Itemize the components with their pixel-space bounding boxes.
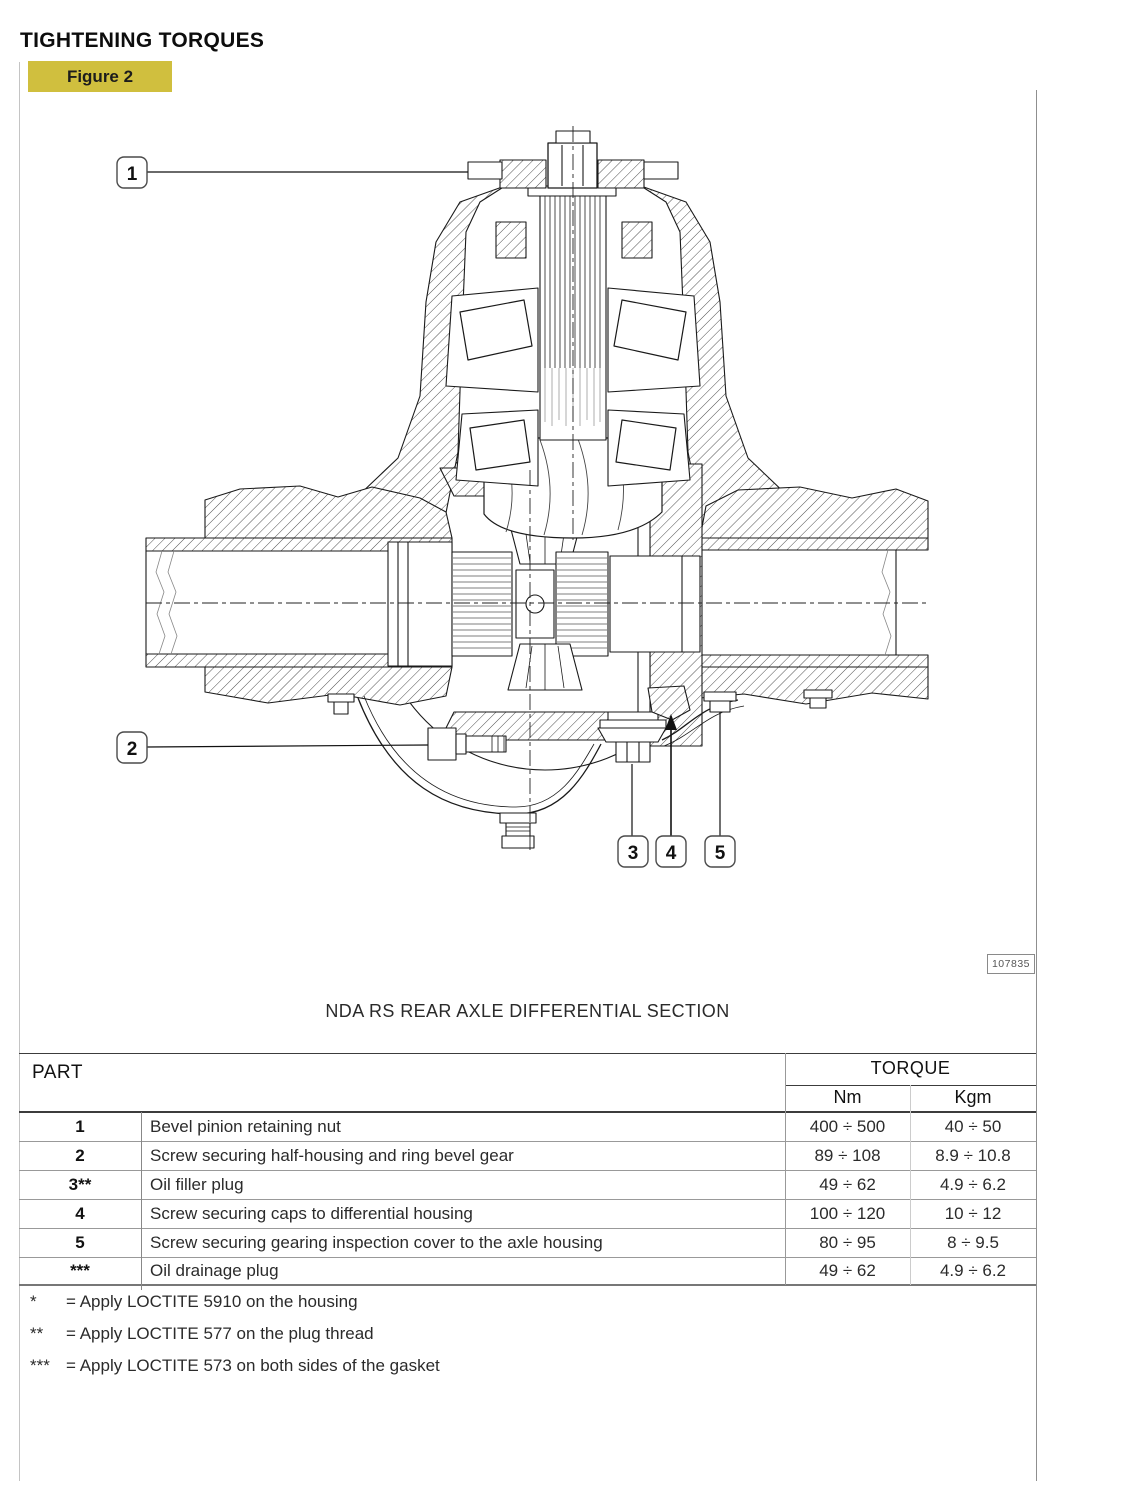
kgm-column-header: Kgm: [954, 1087, 992, 1107]
callout-2-label: 2: [126, 739, 138, 760]
part-cell: 3**: [68, 1175, 92, 1194]
kgm-cell: 4.9 ÷ 6.2: [939, 1261, 1007, 1280]
description-cell: Oil drainage plug: [150, 1261, 279, 1280]
differential-section-drawing: [19, 90, 1036, 1045]
footnote: [0, 1355, 1036, 1377]
figure-caption: NDA RS REAR AXLE DIFFERENTIAL SECTION: [325, 1001, 730, 1021]
table-top-rule: [19, 1053, 1036, 1054]
kgm-cell: 4.9 ÷ 6.2: [939, 1175, 1007, 1194]
callout-1: [117, 157, 468, 188]
figure-badge-label: Figure 2: [66, 66, 134, 86]
description-cell: Screw securing caps to differential housing: [150, 1204, 473, 1223]
callout-1-label: 1: [126, 164, 138, 185]
part-column-divider: [141, 1112, 142, 1290]
part-cell: 5: [75, 1233, 85, 1252]
nm-cell: 100 ÷ 120: [809, 1204, 886, 1223]
part-cell: ***: [70, 1261, 90, 1280]
footnote-text: = Apply LOCTITE 577 on the plug thread: [66, 1324, 374, 1343]
footnote: [0, 1291, 1036, 1313]
right-axle-tube: [700, 487, 928, 704]
footnote: [0, 1323, 1036, 1345]
part-cell: 4: [75, 1204, 85, 1223]
kgm-cell: 40 ÷ 50: [944, 1117, 1002, 1136]
nm-cell: 49 ÷ 62: [819, 1261, 876, 1280]
figure-ref-number: 107835: [991, 958, 1031, 970]
torque-column-header: TORQUE: [870, 1058, 951, 1078]
kgm-cell: 10 ÷ 12: [944, 1204, 1002, 1223]
footnote-text: = Apply LOCTITE 573 on both sides of the gasket: [66, 1356, 440, 1375]
callout-2: [117, 732, 428, 763]
callout-5: [705, 712, 735, 867]
callout-3-label: 3: [627, 843, 639, 864]
callout-4-label: 4: [665, 843, 677, 864]
footnote-symbol: **: [30, 1324, 44, 1343]
page-title: TIGHTENING TORQUES: [20, 29, 265, 52]
part-column-header: PART: [32, 1062, 83, 1083]
figure-badge: [28, 61, 172, 92]
kgm-cell: 8.9 ÷ 10.8: [935, 1146, 1011, 1165]
nm-cell: 89 ÷ 108: [814, 1146, 881, 1165]
nm-cell: 49 ÷ 62: [819, 1175, 876, 1194]
nm-cell: 80 ÷ 95: [819, 1233, 876, 1252]
callout-3: [618, 764, 648, 867]
figure-ref-box: [987, 954, 1035, 974]
callout-5-label: 5: [714, 843, 726, 864]
part-cell: 2: [75, 1146, 85, 1165]
description-cell: Screw securing gearing inspection cover to the axle housing: [150, 1233, 603, 1252]
footnote-symbol: *: [30, 1292, 37, 1311]
description-cell: Oil filler plug: [150, 1175, 244, 1194]
description-cell: Bevel pinion retaining nut: [150, 1117, 341, 1136]
footnote-text: = Apply LOCTITE 5910 on the housing: [66, 1292, 358, 1311]
kgm-cell: 8 ÷ 9.5: [947, 1233, 999, 1252]
nm-column-header: Nm: [833, 1087, 862, 1107]
footnote-symbol: ***: [30, 1356, 50, 1375]
page-border-right: [1036, 90, 1037, 1481]
description-cell: Screw securing half-housing and ring bevel gear: [150, 1146, 514, 1165]
part-cell: 1: [75, 1117, 85, 1136]
nm-cell: 400 ÷ 500: [809, 1117, 886, 1136]
